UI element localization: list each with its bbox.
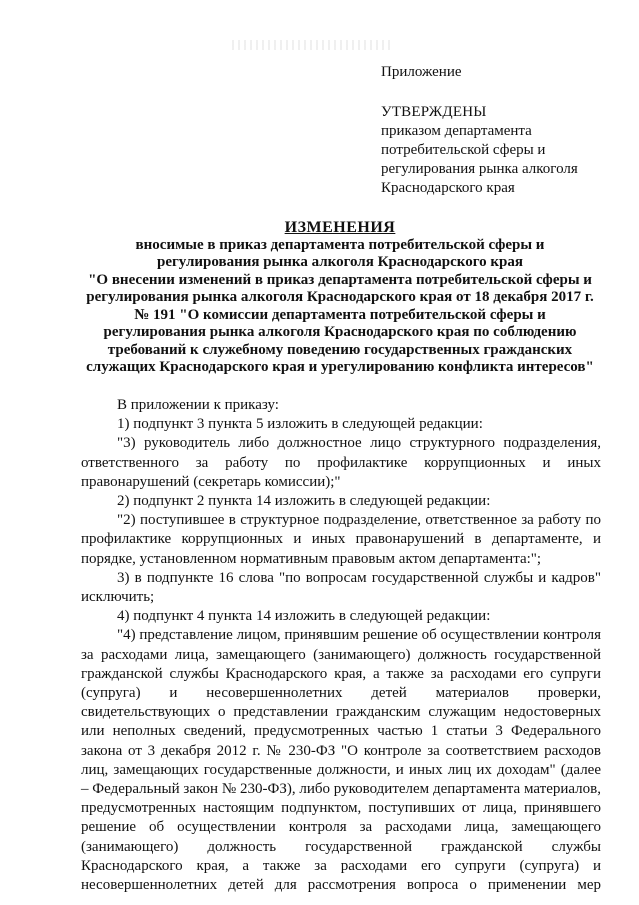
- body-line: закона от 3 декабря 2012 г. № 230-ФЗ "О контроле за соответствием расходов: [81, 742, 601, 759]
- body-line: предусмотренных настоящим подпунктом, поступивших от лица, принявшего: [81, 800, 601, 817]
- body-line: (занимающего) должность государственной гражданской службы: [81, 838, 601, 855]
- body-line: гражданской службы Краснодарского края, а также за расходами его супруги: [81, 665, 601, 682]
- body-line: (супруга) и несовершеннолетних детей материалов проверки,: [81, 685, 601, 702]
- body-line: ответственного за работу по профилактике коррупционных и иных: [81, 454, 601, 471]
- title-heading: ИЗМЕНЕНИЯ: [284, 219, 396, 236]
- approval-block: [381, 63, 631, 198]
- approval-line: приказом департамента: [381, 123, 532, 139]
- body-line: Краснодарского края, а также за расходами его супруги (супруга) и: [81, 857, 601, 874]
- body-line: 2) подпункт 2 пункта 14 изложить в следующей редакции:: [117, 493, 491, 510]
- body-line: исключить;: [81, 589, 155, 606]
- approval-line: регулирования рынка алкоголя: [381, 161, 578, 177]
- body-line: правонарушений (секретарь комиссии);": [81, 473, 341, 490]
- body-line: или неполных сведений, предусмотренных частью 1 статьи 3 Федерального: [81, 723, 601, 740]
- body-line: 3) в подпункте 16 слова "по вопросам государственной службы и кадров": [117, 569, 601, 586]
- title-line: № 191 "О комиссии департамента потребительской сферы и: [134, 306, 546, 323]
- title-line: "О внесении изменений в приказ департамента потребительской сферы и: [88, 271, 592, 288]
- document-body: [81, 396, 601, 895]
- approval-line: потребительской сферы и: [381, 142, 546, 158]
- title-line: вносимые в приказ департамента потребительской сферы и: [135, 236, 545, 253]
- body-line: профилактике коррупционных и иных правонарушений в департаменте, и: [81, 531, 601, 548]
- body-line: свидетельствующих о представлении гражданским служащим недостоверных: [81, 704, 601, 721]
- title-line: регулирования рынка алкоголя Краснодарского края от 18 декабря 2017 г.: [86, 289, 594, 305]
- appendix-label: Приложение: [381, 64, 462, 80]
- body-line: за расходами лица, замещающего (занимающего) должность государственной: [81, 646, 601, 663]
- body-line: "3) руководитель либо должностное лицо структурного подразделения,: [117, 435, 601, 452]
- body-line: "2) поступившее в структурное подразделение, ответственное за работу по: [117, 512, 601, 529]
- scan-artifact: [232, 40, 392, 50]
- title-line: регулирования рынка алкоголя Краснодарского края по соблюдению: [103, 324, 577, 340]
- body-line: решение об осуществлении контроля за расходами лица, замещающего: [81, 819, 601, 836]
- document-title: [70, 219, 610, 377]
- body-line: порядке, установленном нормативным правовым актом департамента:";: [81, 550, 542, 567]
- body-line: "4) представление лицом, принявшим решение об осуществлении контроля: [117, 627, 601, 644]
- body-line: несовершеннолетних детей для рассмотрения вопроса о применении мер: [81, 877, 601, 894]
- body-line: лиц, замещающих государственные должности, и иных лиц их доходам" (далее: [81, 761, 601, 778]
- title-line: регулирования рынка алкоголя Краснодарского края: [157, 254, 523, 270]
- title-line: требований к служебному поведению государственных гражданских: [107, 341, 573, 358]
- approved-label: УТВЕРЖДЕНЫ: [381, 104, 487, 120]
- approval-line: Краснодарского края: [381, 180, 515, 196]
- body-line: 1) подпункт 3 пункта 5 изложить в следующей редакции:: [117, 416, 483, 433]
- body-line: В приложении к приказу:: [117, 397, 279, 413]
- title-line: служащих Краснодарского края и урегулированию конфликта интересов": [86, 359, 594, 375]
- body-line: – Федеральный закон № 230-ФЗ), либо руководителем департамента материалов,: [81, 781, 601, 798]
- body-line: 4) подпункт 4 пункта 14 изложить в следующей редакции:: [117, 608, 491, 625]
